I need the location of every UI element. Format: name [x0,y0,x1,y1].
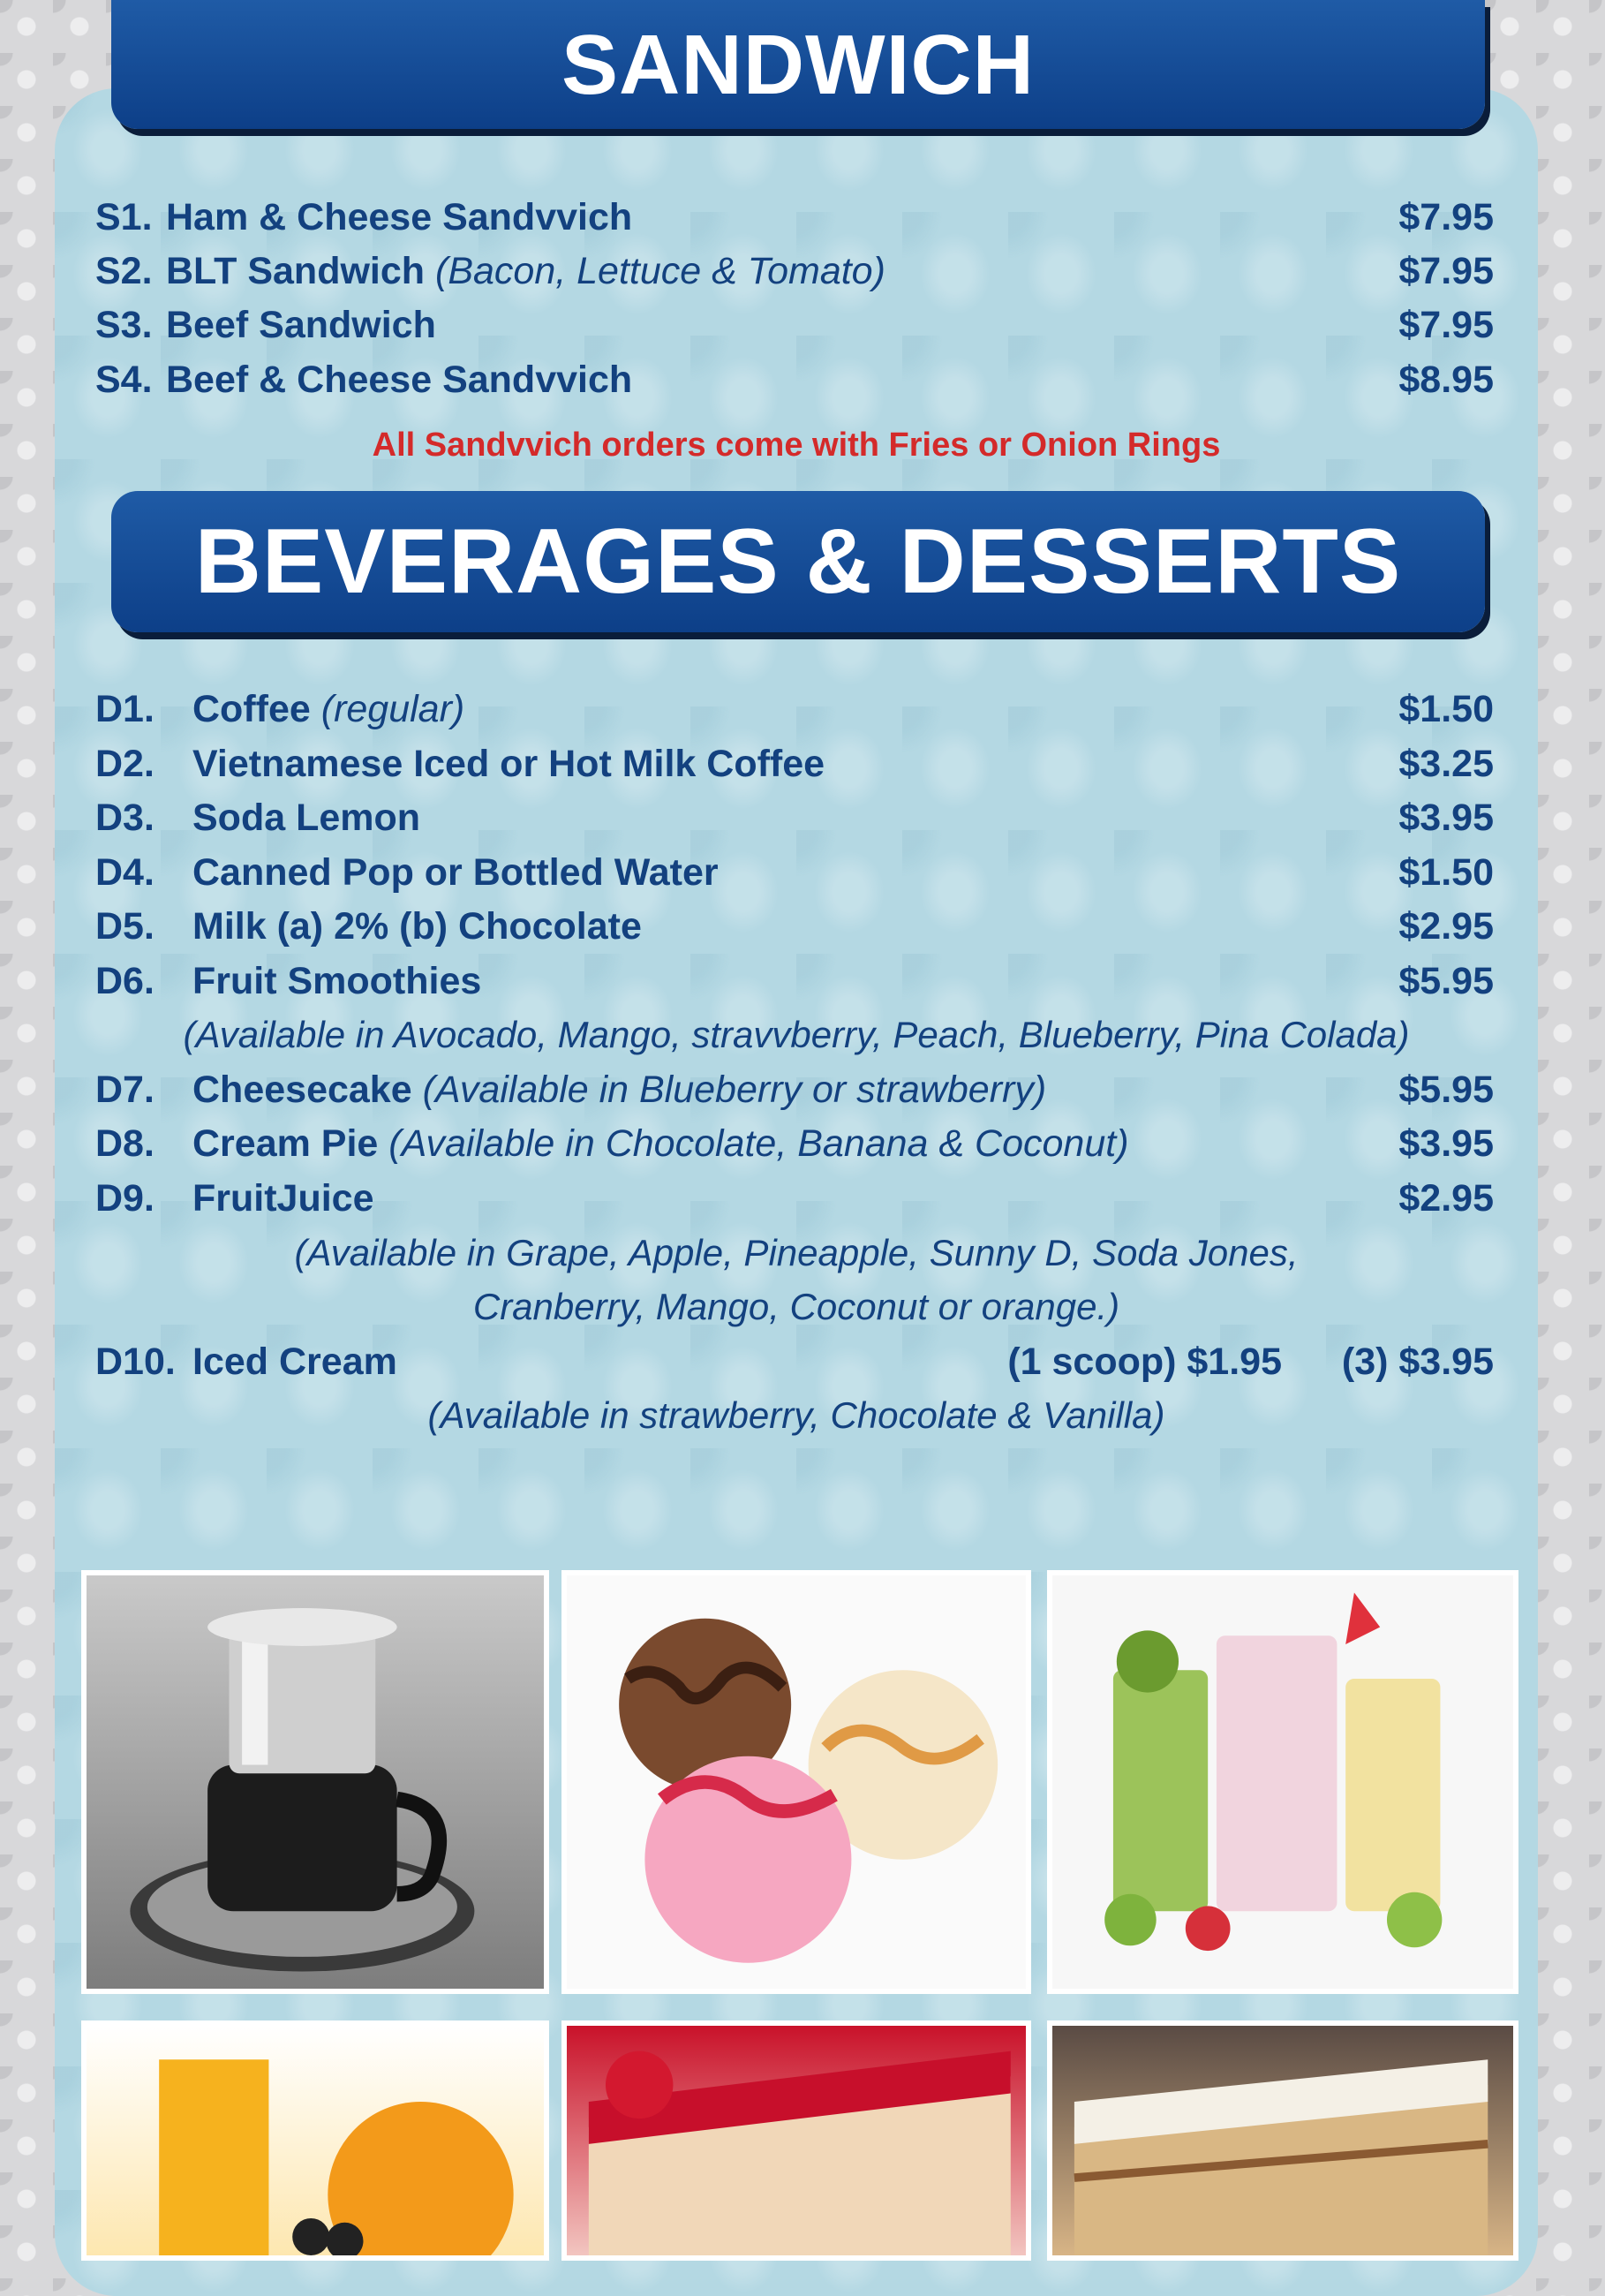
smoothie-glasses-icon [1052,1575,1513,1989]
sandwich-title: SANDWICH [561,18,1035,112]
item-price: $5.95 [1398,1069,1494,1111]
menu-item-d10 [95,1335,1494,1388]
juice-options-line1: (Available in Grape, Apple, Pineapple, Sunny D, Soda Jones, [294,1232,1299,1273]
item-note: (Available in Blueberry or strawberry) [422,1069,1047,1111]
item-name: FruitJuice [192,1177,374,1220]
smoothie-options: (Available in Avocado, Mango, stravvberry, Peach, Blueberry, Pina Colada) [183,1014,1410,1055]
vietnamese-coffee-photo [81,1570,549,1994]
menu-item-d1 [95,683,1494,736]
item-name: Beef & Cheese Sandvvich [166,359,633,401]
item-price: $3.95 [1398,1122,1494,1165]
beverages-banner [111,491,1485,632]
item-name: BLT Sandwich [166,250,426,292]
item-name: Beef Sandwich [166,304,436,346]
item-code: S3. [95,304,153,346]
item-code: S4. [95,359,153,401]
item-code: S1. [95,196,153,238]
menu-item-d5 [95,900,1494,953]
item-price: $5.95 [1398,960,1494,1002]
item-code: D1. [95,688,154,730]
juice-photo [81,2020,549,2261]
item-code: D7. [95,1069,154,1111]
item-name: Cheesecake [192,1069,412,1111]
item-price: $1.50 [1398,851,1494,894]
item-name-group [192,1117,1129,1170]
item-price: $8.95 [1398,359,1494,401]
item-price: $2.95 [1398,1177,1494,1220]
item-price: $7.95 [1398,304,1494,346]
item-name: Ham & Cheese Sandvvich [166,196,633,238]
item-name: Fruit Smoothies [192,960,482,1002]
cheesecake-photo [561,2020,1031,2261]
menu-item-d6 [95,955,1494,1008]
menu-item-d4 [95,846,1494,899]
ice-cream-photo [561,1570,1031,1994]
item-price: $7.95 [1398,250,1494,292]
menu-item-d2 [95,737,1494,790]
item-name: Iced Cream [192,1341,397,1383]
orange-juice-icon [87,2026,544,2255]
item-price: $1.50 [1398,688,1494,730]
ice-cream-scoops-icon [567,1575,1026,1989]
item-price: $3.95 [1398,797,1494,839]
item-code: D10. [95,1341,176,1383]
item-code: D3. [95,797,154,839]
item-code: D6. [95,960,154,1002]
item-name: Coffee [192,688,311,730]
menu-item-s3 [95,298,1494,351]
juice-options-line2: Cranberry, Mango, Coconut or orange.) [472,1286,1120,1327]
coffee-filter-icon [87,1575,544,1989]
cream-pie-photo [1047,2020,1518,2261]
menu-item-d9 [95,1172,1494,1225]
item-price: (3) $3.95 [1341,1341,1494,1383]
item-name: Milk (a) 2% (b) Chocolate [192,905,642,948]
item-code: D4. [95,851,154,894]
item-name-group [192,683,464,736]
item-price-small: (1 scoop) $1.95 [1007,1341,1282,1383]
icecream-options: (Available in strawberry, Chocolate & Vanilla) [427,1394,1165,1436]
menu-item-s1 [95,191,1494,244]
cream-pie-slice-icon [1052,2026,1513,2255]
item-name: Vietnamese Iced or Hot Milk Coffee [192,743,825,785]
item-note: (Available in Chocolate, Banana & Coconut) [388,1122,1129,1165]
item-name: Soda Lemon [192,797,421,839]
menu-item-s4 [95,353,1494,406]
menu-item-d8 [95,1117,1494,1170]
item-code: S2. [95,250,153,292]
item-name: Canned Pop or Bottled Water [192,851,719,894]
menu-item-d7 [95,1063,1494,1116]
item-name-group [192,1063,1046,1116]
menu-item-d3 [95,791,1494,844]
sandwich-banner [111,0,1485,129]
item-code: D5. [95,905,154,948]
item-code: D8. [95,1122,154,1165]
item-name: Cream Pie [192,1122,379,1165]
item-price: $3.25 [1398,743,1494,785]
item-code: D2. [95,743,154,785]
item-note: (regular) [320,688,465,730]
strawberry-cheesecake-icon [567,2026,1026,2255]
menu-item-s2 [95,245,1494,298]
item-note: (Bacon, Lettuce & Tomato) [435,250,885,292]
item-price: $7.95 [1398,196,1494,238]
smoothies-photo [1047,1570,1518,1994]
sandwich-footnote: All Sandvvich orders come with Fries or Onion Rings [372,427,1221,464]
item-name-group [166,245,885,298]
item-price: $2.95 [1398,905,1494,948]
beverages-title: BEVERAGES & DESSERTS [194,510,1402,613]
item-code: D9. [95,1177,154,1220]
